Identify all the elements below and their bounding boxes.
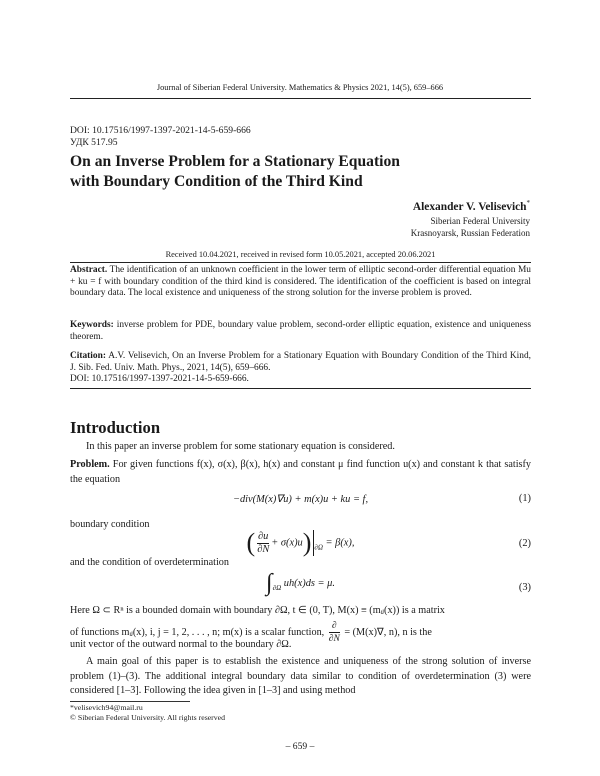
footnote-email: *velisevich94@mail.ru (70, 703, 143, 712)
affiliation-location: Krasnoyarsk, Russian Federation (410, 228, 530, 239)
here-line-2b: = (M(x)∇, n), n is the (344, 626, 432, 638)
equation-1-number: (1) (518, 493, 531, 504)
abstract-top-rule (70, 262, 531, 263)
keywords (70, 320, 531, 343)
here-line-2: of functions mᵢⱼ(x), i, j = 1, 2, . . . , n; m(x) is a scalar function, $\frac{\partial}{\partial N}$ = (M(x)∇, n), n is the (70, 621, 432, 644)
header-rule (70, 98, 531, 99)
abstract-text: The identification of an unknown coefficient in the lower term of elliptic second-order differential equation Mu + ku = f with boundary condition of the third kind is considered. The identification of the coefficient is based on integral boundary data. The local existence and uniqueness of the strong solution for the inverse problem is proved. (70, 265, 531, 299)
footnote-copyright: © Siberian Federal University. All rights reserved (70, 713, 226, 722)
citation (70, 351, 531, 386)
citation-label: Citation: (70, 351, 106, 361)
keywords-label: Keywords: (70, 320, 114, 330)
footnote-rule (70, 701, 190, 702)
equation-3 (70, 570, 531, 600)
received-dates: Received 10.04.2021, received in revised form 10.05.2021, accepted 20.06.2021 (165, 250, 436, 259)
keywords-text: inverse problem for PDE, boundary value problem, second-order elliptic equation, existence and uniqueness theorem. (70, 320, 531, 342)
citation-doi: DOI: 10.17516/1997-1397-2021-14-5-659-666. (70, 374, 249, 385)
author-name-line (411, 196, 530, 215)
problem-paragraph (70, 458, 531, 487)
problem-label: Problem. (70, 459, 110, 470)
section-heading: Introduction (70, 418, 161, 437)
abstract-label: Abstract. (70, 265, 108, 275)
intro-paragraph: In this paper an inverse problem for some stationary equation is considered. (86, 441, 395, 452)
equation-1 (70, 493, 531, 509)
equation-1-expr: −div(M(x)∇u) + m(x)u + ku = f, (232, 494, 369, 505)
paper-title (70, 152, 530, 192)
boundary-label: boundary condition (70, 519, 150, 530)
running-header: Journal of Siberian Federal University. Mathematics & Physics 2021, 14(5), 659–666 (156, 83, 444, 92)
abstract (70, 265, 531, 300)
equation-2-number: (2) (518, 538, 531, 549)
here-line-3: unit vector of the outward normal to the boundary ∂Ω. (70, 639, 292, 650)
equation-3-expr: $\int_{\partial\Omega}$ uh(x)ds = μ. (266, 570, 335, 596)
here-line-1: Here Ω ⊂ Rⁿ is a bounded domain with boundary ∂Ω, t ∈ (0, T), M(x) ≡ (mᵢⱼ(x)) is a matrix (70, 605, 445, 616)
title-line-1: On an Inverse Problem for a Stationary Equation (70, 153, 400, 170)
equation-2-expr: ( $\frac{\partial u}{\partial N}$ + σ(x)u) $_{\partial\Omega}$ = β(x), (246, 528, 355, 557)
equation-3-number: (3) (518, 582, 531, 593)
author-block (411, 196, 530, 240)
equation-3-body: uh(x)ds = μ. (283, 578, 335, 589)
author-name: Alexander V. Velisevich (412, 200, 527, 213)
doi: DOI: 10.17516/1997-1397-2021-14-5-659-666 (70, 125, 251, 136)
footnote-mark: * (526, 199, 530, 207)
overdet-label: and the condition of overdetermination (70, 557, 229, 568)
page-number: – 659 – (285, 741, 315, 752)
citation-text: A.V. Velisevich, On an Inverse Problem for a Stationary Equation with Boundary Condition of the Third Kind, J. Sib. Fed. Univ. Math. Phys., 2021, 14(5), 659–666. (70, 351, 531, 373)
problem-text: For given functions f(x), σ(x), β(x), h(x) and constant μ find function u(x) and constant k that satisfy the equation (70, 459, 532, 485)
here-line-2a: of functions mᵢⱼ(x), i, j = 1, 2, . . . , n; m(x) is a scalar function, (70, 626, 325, 638)
goal-paragraph: A main goal of this paper is to establish the existence and uniqueness of the strong solution of inverse problem (1)–(3). The additional integral boundary data similar to condition of overdetermination (3) were considered [1–3]. Following the idea given in [1–3] and using method (70, 656, 531, 696)
affiliation-university: Siberian Federal University (430, 215, 530, 226)
abstract-bottom-rule (70, 388, 531, 389)
title-line-2: with Boundary Condition of the Third Kind (70, 173, 363, 190)
udk: УДК 517.95 (70, 137, 118, 148)
equation-2-rhs: = β(x), (325, 537, 355, 549)
